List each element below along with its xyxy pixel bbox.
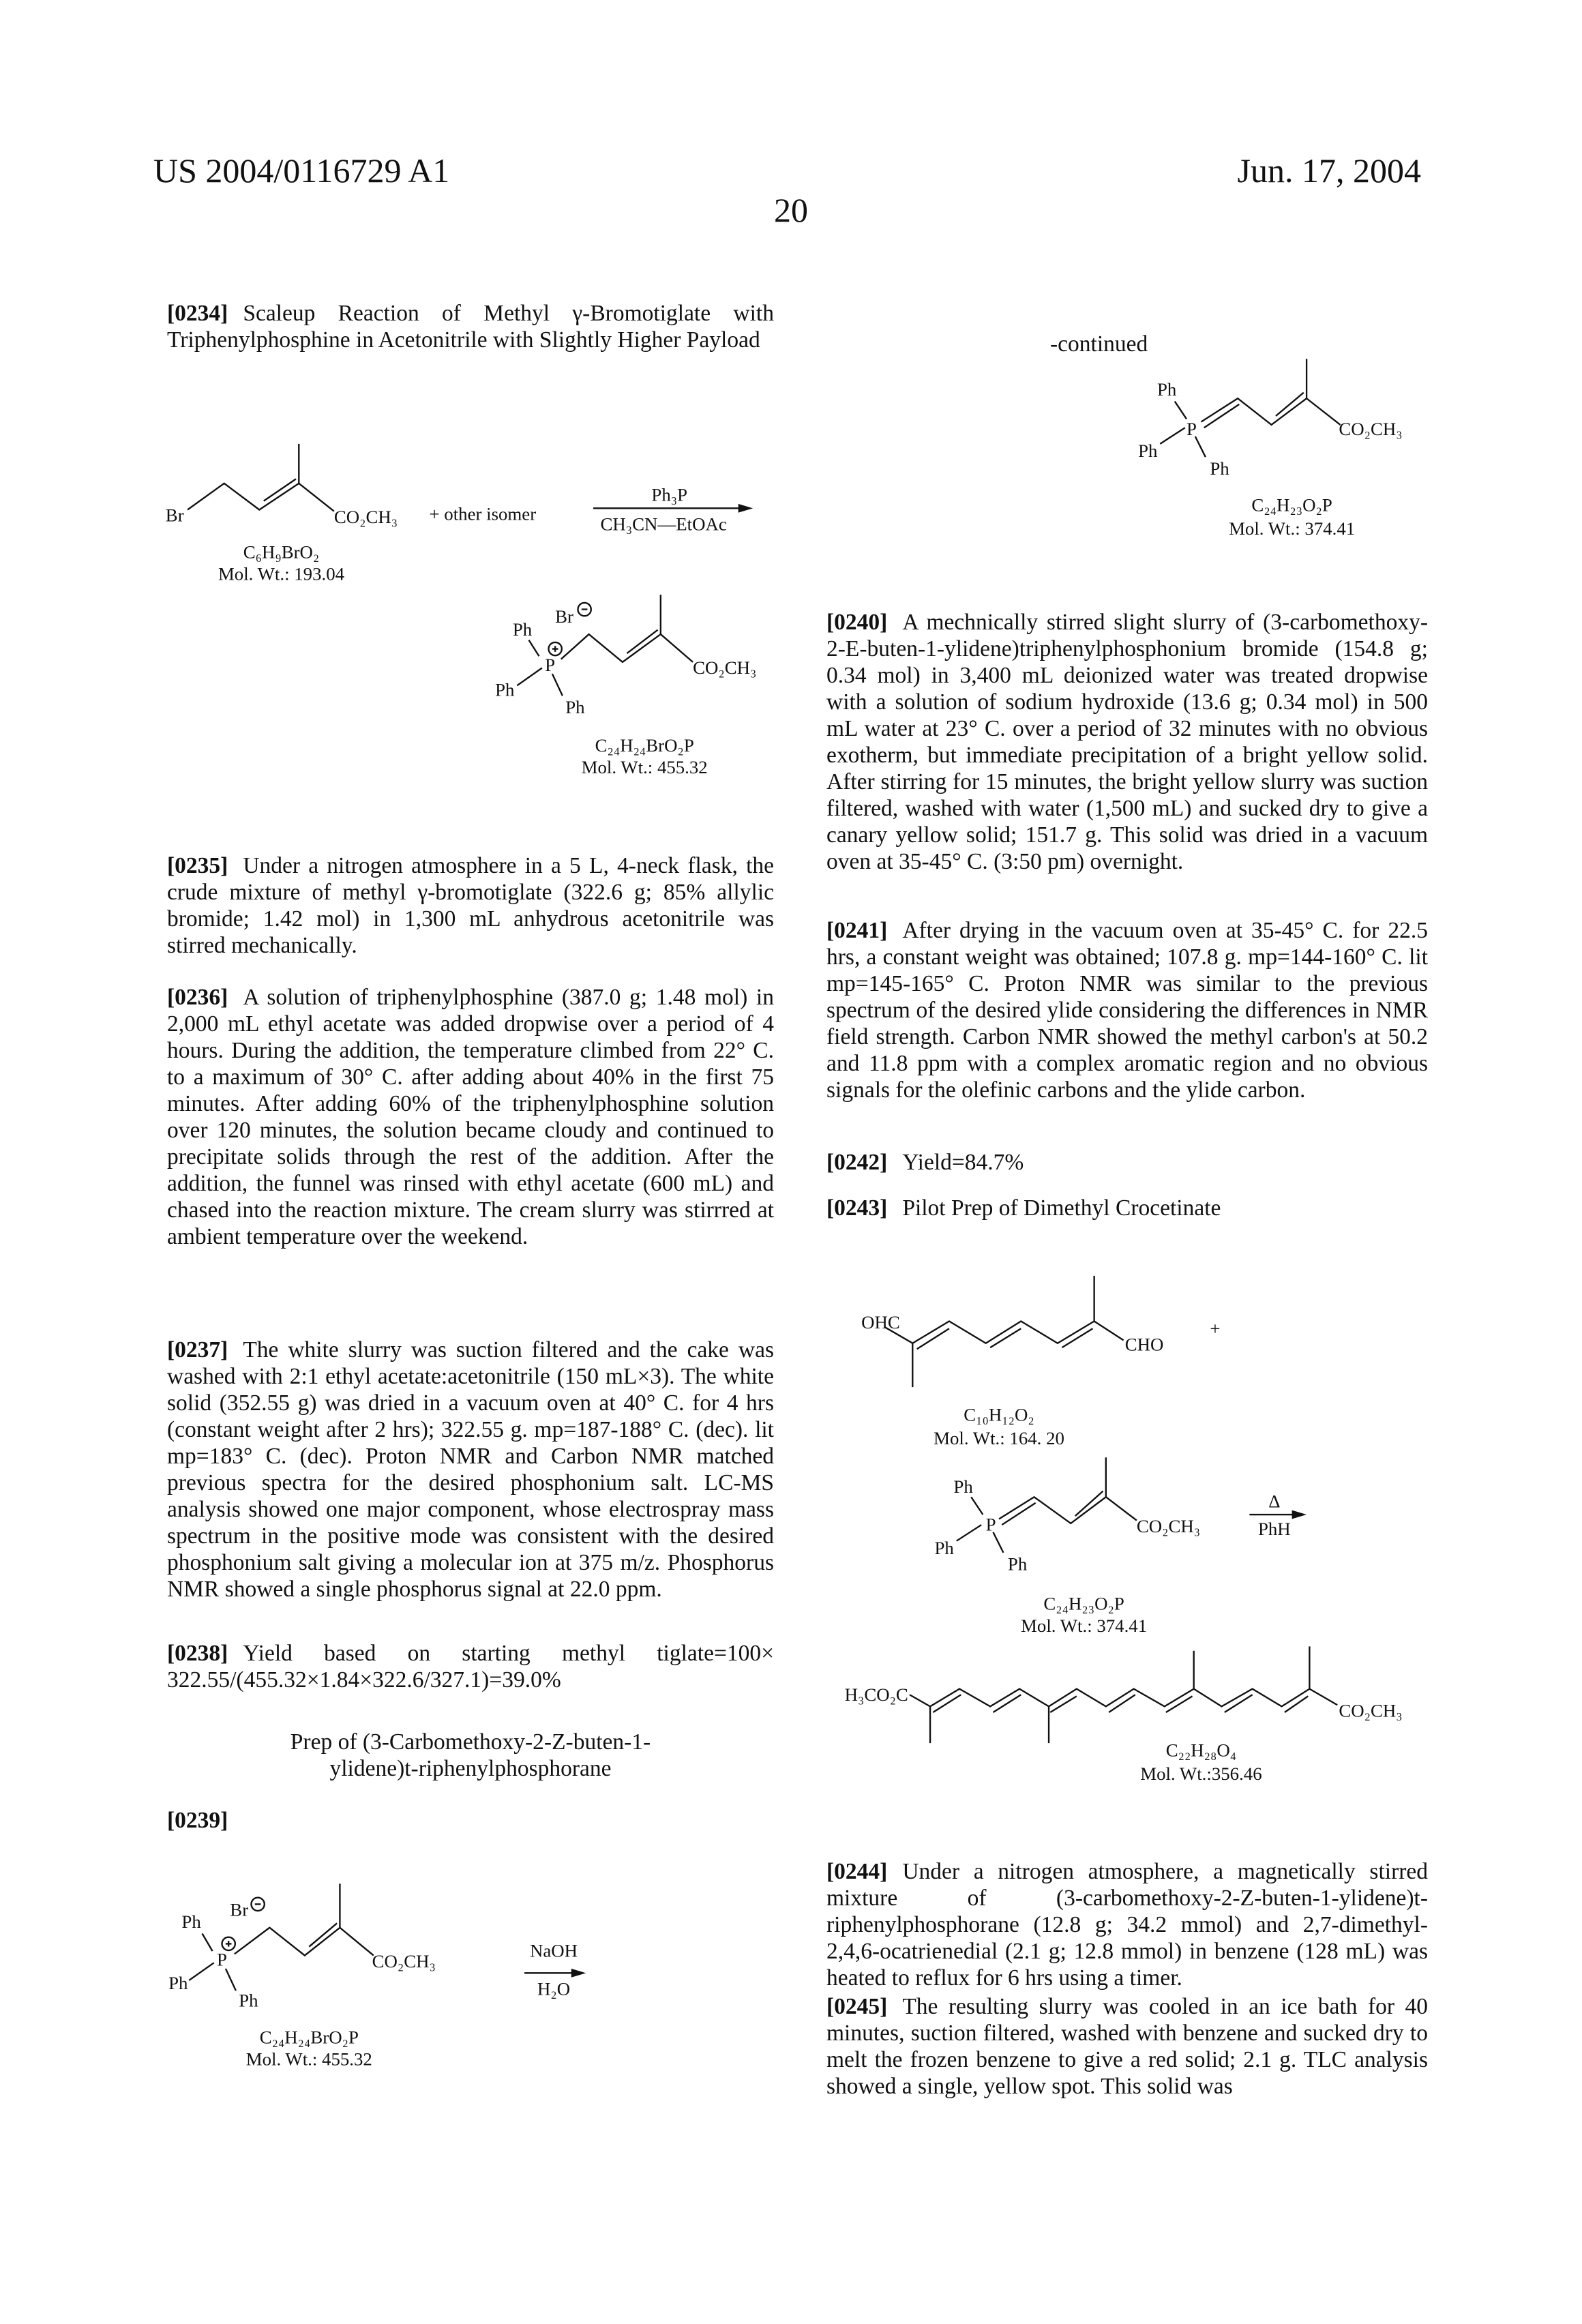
paragraph-number: [0240] [826, 610, 887, 635]
paragraph-text: A mechnically stirred slight slurry of (3-carbomethoxy-2-E-buten-1-ylidene)triphenylphosphonium bromide (154.8 g; 0.34 mol) in 3,400 mL deionized water was treated dropwise with a solution of sodium hydroxide (13.6 g; 0.34 mol) in 500 mL water at 23° C. over a period of 32 minutes with no obvious exotherm, but immediate precipitation of a bright yellow solid. After stirring for 15 minutes, the bright yellow slurry was suction filtered, washed with water (1,500 mL) and sucked dry to give a canary yellow solid; 151.7 g. This solid was dried in a vacuum oven at 35-45° C. (3:50 pm) overnight. [826, 610, 1428, 874]
molecular-formula: C₂₄H₂₄BrO₂P [260, 2027, 359, 2047]
double-bond [627, 630, 657, 653]
solvent-label: PhH [1258, 1519, 1291, 1539]
double-bond [309, 1923, 337, 1946]
paragraph-number: [0235] [167, 853, 228, 878]
paragraph-text: After drying in the vacuum oven at 35-45° C. for 22.5 hrs, a constant weight was obtained; 107.8 g. mp=144-160° C. lit mp=145-165° C. Proton NMR was similar to the previous spectrum of the desired ylide considering the differences in NMR field strength. Carbon NMR showed the methyl carbon's at 50.2 and 11.8 ppm with a complex aromatic region and no obvious signals for the olefinic carbons and the ylide carbon. [826, 918, 1428, 1103]
arrowhead-icon [571, 1969, 586, 1978]
plus-sign [552, 646, 558, 652]
bond-chain [957, 1457, 1137, 1553]
phenyl-label: Ph [1210, 458, 1229, 479]
phenyl-label: Ph [935, 1538, 955, 1558]
other-isomer-label: + other isomer [429, 504, 536, 524]
paragraph-text: Scaleup Reaction of Methyl γ-Bromotiglate with Triphenylphosphine in Acetonitrile with Slightly Higher Payload [167, 301, 774, 353]
phenyl-label: Ph [1138, 441, 1158, 461]
arrowhead-icon [738, 504, 753, 513]
molecular-weight: Mol. Wt.: 455.32 [582, 757, 708, 777]
phenyl-label: Ph [1157, 379, 1177, 400]
phenyl-label: Ph [168, 1973, 188, 1993]
scheme-bromotiglate-reaction [166, 444, 757, 777]
continued-label: -continued [1050, 331, 1186, 357]
phenyl-label: Ph [239, 1991, 258, 2011]
molecular-weight: Mol. Wt.: 193.04 [218, 564, 344, 584]
solvent-label: H₂O [537, 1979, 570, 1999]
patent-number: US 2004/0116729 A1 [153, 151, 449, 190]
molecular-formula: C₆H₉BrO₂ [243, 541, 320, 562]
phenyl-label: Ph [1008, 1554, 1028, 1575]
heat-symbol: Δ [1268, 1491, 1280, 1511]
scheme-crocetinate [845, 1276, 1403, 1784]
polyene-chain [910, 1646, 1337, 1743]
ester-label: CO₂CH₃ [693, 657, 756, 678]
ester-label: CO₂CH₃ [1339, 1700, 1402, 1720]
paragraph-text: Under a nitrogen atmosphere in a 5 L, 4-neck flask, the crude mixture of methyl γ-bromotiglate (322.6 g; 85% allylic bromide; 1.42 mol) in 1,300 mL anhydrous acetonitrile was stirred mechanically. [167, 853, 774, 958]
ester-label: H₃CO₂C [845, 1684, 908, 1705]
paragraph-text: The white slurry was suction filtered and the cake was washed with 2:1 ethyl acetate:acetonitrile (150 mL×3). The white solid (352.55 g) was dried in a vacuum oven at 40° C. for 4 hrs (constant weight after 2 hrs); 322.55 g. mp=187-188° C. (dec). lit mp=183° C. (dec). Proton NMR and Carbon NMR matched previous spectra for the desired phosphonium salt. LC-MS analysis showed one major component, whose electrospray mass spectrum in the positive mode was consistent with the desired phosphonium salt giving a molecular ion at 375 m/z. Phosphorus NMR showed a single phosphorus signal at 22.0 ppm. [167, 1337, 774, 1602]
phenyl-label: Ph [495, 679, 515, 700]
bromide-label: Br [230, 1900, 248, 1920]
paragraph-text: The resulting slurry was cooled in an ice bath for 40 minutes, suction filtered, washed with benzene and sucked dry to melt the frozen benzene to give a red solid; 2.1 g. TLC analysis showed a single, yellow spot. This solid was [826, 1994, 1428, 2099]
paragraph-number: [0234] [167, 301, 228, 326]
paragraph-number: [0245] [826, 1994, 887, 2019]
phenyl-label: Ph [953, 1476, 973, 1497]
phenyl-label: Ph [513, 619, 533, 640]
molecular-formula: C₂₄H₂₃O₂P [1251, 495, 1332, 516]
molecular-formula: C₂₄H₂₄BrO₂P [595, 735, 694, 756]
ester-label: CO₂CH₃ [372, 1951, 436, 1971]
bond-chain [517, 595, 693, 696]
phosphorus-label: P [986, 1515, 996, 1535]
phenyl-label: Ph [565, 697, 585, 717]
arrowhead-icon [1292, 1510, 1307, 1519]
molecular-formula: C₂₄H₂₃O₂P [1043, 1594, 1124, 1614]
reagent-label: Ph₃P [651, 485, 687, 505]
ester-label: CO₂CH₃ [1339, 419, 1402, 439]
paragraph-number: [0243] [826, 1195, 887, 1221]
phosphorus-label: P [217, 1950, 227, 1970]
bond-chain [1160, 359, 1340, 457]
paragraph-text: Under a nitrogen atmosphere, a magnetically stirred mixture of (3-carbomethoxy-2-Z-buten-1-ylidene)t-riphenylphosphorane (12.8 g; 34.2 mmol) and 2,7-dimethyl-2,4,6-ocatrienedial (2.1 g; 12.8 mmol) in benzene (128 mL) was heated to reflux for 6 hrs using a timer. [826, 1859, 1428, 1991]
bromine-label: Br [166, 505, 184, 526]
paragraph-number: [0244] [826, 1859, 887, 1884]
page-number: 20 [0, 191, 1582, 229]
molecular-weight: Mol. Wt.: 374.41 [1229, 518, 1355, 539]
molecular-weight: Mol. Wt.: 455.32 [246, 2049, 372, 2070]
bromide-label: Br [555, 606, 573, 627]
molecular-weight: Mol. Wt.: 374.41 [1021, 1615, 1147, 1636]
molecular-formula: C₂₂H₂₈O₄ [1166, 1740, 1236, 1760]
paragraph-number: [0238] [167, 1641, 228, 1666]
phosphorus-label: P [545, 655, 555, 675]
aldehyde-label: CHO [1125, 1334, 1164, 1354]
paragraph-number: [0236] [167, 985, 228, 1010]
solvent-label: CH₃CN—EtOAc [601, 514, 727, 535]
bond-chain [188, 444, 334, 511]
molecular-weight: Mol. Wt.:356.46 [1140, 1763, 1262, 1784]
plus-sign [226, 1941, 232, 1947]
paragraph-text: Pilot Prep of Dimethyl Crocetinate [902, 1195, 1221, 1221]
molecular-formula: C₁₀H₁₂O₂ [964, 1405, 1034, 1425]
phenyl-label: Ph [181, 1911, 201, 1932]
phosphorus-label: P [1186, 419, 1197, 439]
paragraph-text: Yield=84.7% [902, 1150, 1024, 1175]
section-heading: Prep of (3-Carbomethoxy-2-Z-buten-1-ylidene)t-riphenylphosphorane [259, 1729, 682, 1782]
double-bond [264, 479, 296, 501]
paragraph-text: Yield based on starting methyl tiglate=100× 322.55/(455.32×1.84×322.6/327.1)=39.0% [167, 1641, 774, 1693]
scheme-ylide-formation [168, 1883, 586, 2069]
molecular-weight: Mol. Wt.: 164. 20 [934, 1428, 1064, 1448]
aldehyde-label: OHC [861, 1312, 900, 1332]
ester-label: CO₂CH₃ [1137, 1516, 1200, 1536]
paragraph-number: [0242] [826, 1150, 887, 1175]
paragraph-number: [0241] [826, 918, 887, 943]
ester-label: CO₂CH₃ [334, 507, 398, 527]
scheme-ylide-product [1138, 359, 1403, 539]
paragraph-number: [0237] [167, 1337, 228, 1362]
chemical-structures [0, 0, 1582, 2324]
paragraph-text: A solution of triphenylphosphine (387.0 g; 1.48 mol) in 2,000 mL ethyl acetate was added dropwise over a period of 4 hours. During the addition, the temperature climbed from 22° C. to a maximum of 30° C. after adding about 40% in the first 75 minutes. After adding 60% of the triphenylphosphine solution over 120 minutes, the solution became cloudy and continued to precipitate solids through the rest of the addition. After the addition, the funnel was rinsed with ethyl acetate (600 mL) and chased into the reaction mixture. The cream slurry was stirrred at ambient temperature over the weekend. [167, 985, 774, 1249]
paragraph-number: [0239] [167, 1808, 228, 1833]
reagent-label: NaOH [530, 1941, 578, 1961]
bond-chain [189, 1883, 374, 1991]
plus-sign: + [1210, 1318, 1220, 1339]
publication-date: Jun. 17, 2004 [1238, 151, 1421, 190]
